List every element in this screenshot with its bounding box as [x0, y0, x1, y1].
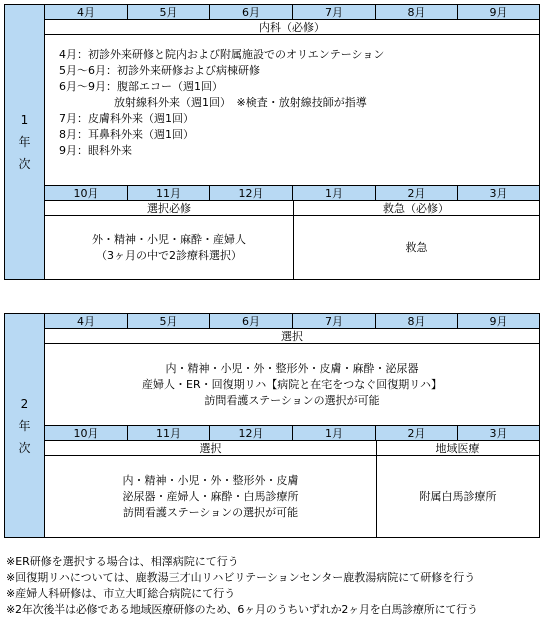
footnotes [6, 554, 542, 618]
year2-left-content [45, 457, 376, 537]
year1-line: 9月：眼科外来 [59, 144, 132, 157]
year2-ji: 次 [18, 440, 31, 455]
month-header-nov: 11月 [128, 425, 210, 441]
year1-left-line: 外・精神・小児・麻酔・産婦人 [92, 233, 246, 246]
year2-left-title: 選択 [45, 441, 376, 456]
footnote: ※回復期リハについては、鹿教湯三才山リハビリテーションセンター鹿教湯病院にて研修を行う [6, 571, 476, 584]
month-header-aug: 8月 [376, 5, 458, 20]
year1-right-line: 救急 [405, 241, 428, 254]
year1-ji: 次 [18, 157, 31, 171]
month-header-jun: 6月 [210, 314, 293, 329]
month-header-sep: 9月 [458, 5, 539, 20]
footnote: ※ER研修を選択する場合は、相澤病院にて行う [6, 555, 239, 568]
footnote: ※産婦人科研修は、市立大町総合病院にて行う [6, 587, 236, 600]
year2-left-line: 泌尿器・産婦人・麻酔・白馬診療所 [122, 490, 299, 503]
year1-line: 5月～6月：初診外来研修および病棟研修 [59, 64, 260, 77]
year1-line: 7月：皮膚科外来（週1回） [59, 112, 194, 125]
year1-label [5, 5, 45, 279]
year2-line: 産婦人・ER・回復期リハ【病院と在宅をつなぐ回復期リハ】 [142, 378, 442, 391]
month-header-jan: 1月 [293, 425, 376, 441]
year1-line: 放射線科外来（週1回） ※検査・放射線技師が指導 [59, 96, 367, 109]
year2-first-half-content [45, 345, 539, 425]
month-header-oct: 10月 [45, 425, 128, 441]
year1-nen: 年 [18, 135, 31, 149]
year1-line: 4月：初診外来研修と院内および附属施設でのオリエンテーション [59, 48, 385, 61]
month-header-jan: 1月 [293, 185, 376, 201]
year2-left-line: 内・精神・小児・外・整形外・皮膚 [122, 474, 299, 487]
month-header-nov: 11月 [128, 185, 210, 201]
month-header-aug: 8月 [376, 314, 458, 329]
month-header-jul: 7月 [293, 5, 376, 20]
footnote: ※2年次後半は必修である地域医療研修のため、6ヶ月のうちいずれか2ヶ月を白馬診療所にて行う [6, 603, 478, 616]
month-header-jun: 6月 [210, 5, 293, 20]
year1-first-half-content [59, 47, 537, 177]
year1-left-content [45, 217, 293, 279]
year1-right-title: 救急（必修） [293, 201, 539, 216]
month-header-apr: 4月 [45, 314, 128, 329]
year2-right-title: 地域医療 [376, 441, 539, 456]
month-header-feb: 2月 [376, 185, 458, 201]
month-header-dec: 12月 [210, 185, 293, 201]
year1-left-line: （3ヶ月の中で2診療科選択） [96, 249, 242, 262]
month-header-mar: 3月 [458, 425, 539, 441]
month-header-apr: 4月 [45, 5, 128, 20]
year2-label [5, 314, 45, 537]
year1-line: 8月：耳鼻科外来（週1回） [59, 128, 194, 141]
month-header-sep: 9月 [458, 314, 539, 329]
year2-number: 2 [20, 396, 29, 411]
year1-number: 1 [20, 113, 29, 127]
year1-table [4, 4, 540, 280]
year2-nen: 年 [18, 418, 31, 433]
month-header-feb: 2月 [376, 425, 458, 441]
year1-first-half-title: 内科（必修） [45, 20, 539, 35]
month-header-oct: 10月 [45, 185, 128, 201]
month-header-may: 5月 [128, 5, 210, 20]
year2-right-line: 附属白馬診療所 [419, 490, 497, 503]
year2-left-line: 訪問看護ステーションの選択が可能 [122, 506, 299, 519]
month-header-jul: 7月 [293, 314, 376, 329]
year2-table [4, 313, 540, 538]
year2-right-content [377, 457, 539, 537]
year1-left-title: 選択必修 [45, 201, 293, 216]
year1-right-content [294, 217, 539, 279]
month-header-mar: 3月 [458, 185, 539, 201]
month-header-may: 5月 [128, 314, 210, 329]
year2-line: 内・精神・小児・外・整形外・皮膚・麻酔・泌尿器 [165, 362, 419, 375]
year2-line: 訪問看護ステーションの選択が可能 [204, 394, 380, 407]
year1-line: 6月～9月：腹部エコー（週1回） [59, 80, 223, 93]
month-header-dec: 12月 [210, 425, 293, 441]
year2-first-half-title: 選択 [45, 329, 539, 344]
